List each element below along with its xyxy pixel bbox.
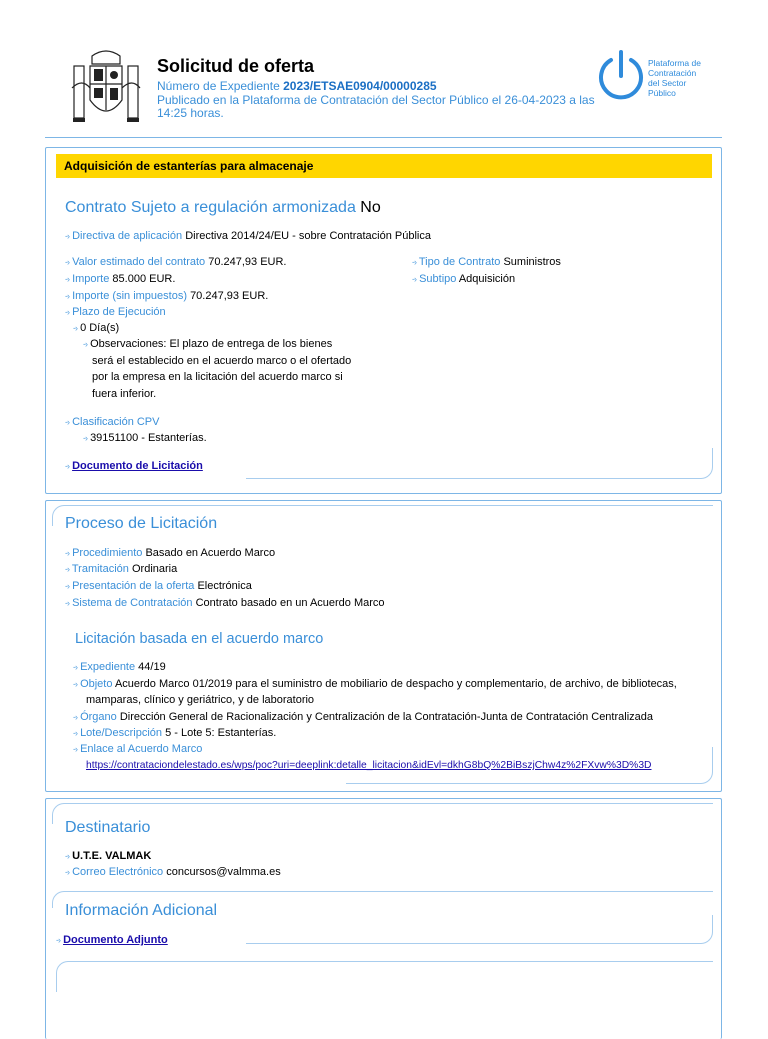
arrow-icon: ‑› [65, 231, 69, 241]
decorative-curve [52, 803, 713, 824]
platform-power-logo-icon [596, 50, 646, 102]
page-header [0, 0, 768, 140]
destinatario-heading: Destinatario [65, 819, 151, 836]
proceso-heading: Proceso de Licitación [65, 515, 218, 532]
arrow-icon: ‑› [65, 307, 69, 317]
am-objeto-cont: mamparas, clínico y geriátrico, y de laboratorio [86, 694, 315, 706]
arrow-icon: ‑› [65, 581, 69, 591]
sistema-row: ‑› Sistema de Contratación Contrato basado en un Acuerdo Marco [65, 597, 385, 609]
arrow-icon: ‑› [65, 548, 69, 558]
proceso-section [45, 500, 722, 792]
subtipo-row: ‑› Subtipo Adquisición [412, 273, 516, 285]
arrow-icon: ‑› [65, 564, 69, 574]
decorative-curve [56, 961, 713, 992]
header-divider [45, 137, 722, 138]
tipo-row: ‑› Tipo de Contrato Suministros [412, 256, 561, 268]
arrow-icon: ‑› [65, 257, 69, 267]
arrow-icon: ‑› [73, 679, 77, 689]
published-text: Publicado en la Plataforma de Contratación del Sector Público el 26-04-2023 a las 14:25 horas. [157, 92, 595, 120]
arrow-icon: ‑› [73, 744, 77, 754]
email-row: ‑› Correo Electrónico concursos@valmma.es [65, 866, 281, 878]
doc-adjunto-row [56, 933, 168, 947]
expediente-number: 2023/ETSAE0904/00000285 [283, 79, 437, 93]
arrow-icon: ‑› [65, 461, 69, 471]
decorative-curve [246, 915, 713, 944]
arrow-icon: ‑› [65, 598, 69, 608]
arrow-icon: ‑› [412, 274, 416, 284]
acuerdo-marco-link[interactable]: https://contrataciondelestado.es/wps/poc?uri=deeplink:detalle_licitacion&idEvl=dkhG8bQ%2BiBszjChw4z%2FXvw%3D%3D [86, 760, 652, 771]
cpv-row: ‑› Clasificación CPV [65, 416, 160, 428]
importe-row: ‑› Importe 85.000 EUR. [65, 273, 176, 285]
regulation-value: No [360, 199, 381, 216]
am-objeto-row: ‑› Objeto Acuerdo Marco 01/2019 para el suministro de mobiliario de despacho y complementario, de archivo, de bibliotecas, [73, 678, 677, 690]
arrow-icon: ‑› [73, 712, 77, 722]
info-adicional-heading: Información Adicional [65, 902, 218, 919]
regulation-heading: Contrato Sujeto a regulación armonizada No [65, 199, 381, 216]
observaciones-text: ‑› Observaciones: El plazo de entrega de los bienes será el establecido en el acuerdo marco o el ofertado por la empresa en la licitación del acuerdo marco si fuera inferior. [83, 338, 352, 400]
presentacion-row: ‑› Presentación de la oferta Electrónica [65, 580, 252, 592]
procedimiento-row: ‑› Procedimiento Basado en Acuerdo Marco [65, 547, 276, 559]
arrow-icon: ‑› [65, 274, 69, 284]
directiva-row: ‑› Directiva de aplicación Directiva 2014/24/EU - sobre Contratación Pública [65, 230, 431, 242]
arrow-icon: ‑› [83, 339, 87, 349]
arrow-icon: ‑› [65, 851, 69, 861]
arrow-icon: ‑› [83, 433, 87, 443]
destinatario-section [45, 798, 722, 1039]
page-title: Solicitud de oferta [157, 56, 315, 76]
coat-of-arms-icon [70, 48, 142, 126]
importe-sin-row: ‑› Importe (sin impuestos) 70.247,93 EUR. [65, 290, 269, 302]
acuerdo-marco-heading: Licitación basada en el acuerdo marco [75, 631, 324, 647]
arrow-icon: ‑› [73, 662, 77, 672]
cpv-value-row: ‑› 39151100 - Estanterías. [83, 432, 207, 444]
arrow-icon: ‑› [73, 728, 77, 738]
am-expediente-row: ‑› Expediente 44/19 [73, 661, 166, 673]
decorative-curve [246, 448, 713, 479]
arrow-icon: ‑› [65, 867, 69, 877]
contract-section [45, 147, 722, 494]
documento-licitacion-link[interactable]: Documento de Licitación [72, 460, 203, 472]
header-subtitle [157, 80, 597, 121]
arrow-icon: ‑› [73, 323, 77, 333]
plazo-value-row: ‑› 0 Día(s) [73, 322, 120, 334]
decorative-curve [346, 747, 713, 784]
contract-banner: Adquisición de estanterías para almacenaje [56, 154, 712, 178]
am-organo-row: ‑› Órgano Dirección General de Racionalización y Centralización de la Contratación-Junta de Contratación Centralizada [73, 711, 654, 723]
plazo-row: ‑› Plazo de Ejecución [65, 306, 166, 318]
platform-name: Plataforma de Contratación del Sector Público [648, 58, 701, 98]
arrow-icon: ‑› [65, 417, 69, 427]
valor-row: ‑› Valor estimado del contrato 70.247,93 EUR. [65, 256, 287, 268]
arrow-icon: ‑› [65, 291, 69, 301]
am-enlace-row: ‑› Enlace al Acuerdo Marco [73, 743, 203, 755]
doc-licitacion-row [65, 459, 203, 473]
tramitacion-row: ‑› Tramitación Ordinaria [65, 563, 178, 575]
am-lote-row: ‑› Lote/Descripción 5 - Lote 5: Estanterías. [73, 727, 277, 739]
expediente-label: Número de Expediente [157, 79, 280, 93]
destinatario-name-row: ‑› U.T.E. VALMAK [65, 850, 152, 862]
arrow-icon: ‑› [412, 257, 416, 267]
documento-adjunto-link[interactable]: Documento Adjunto [63, 934, 168, 946]
arrow-icon: ‑› [56, 935, 60, 945]
